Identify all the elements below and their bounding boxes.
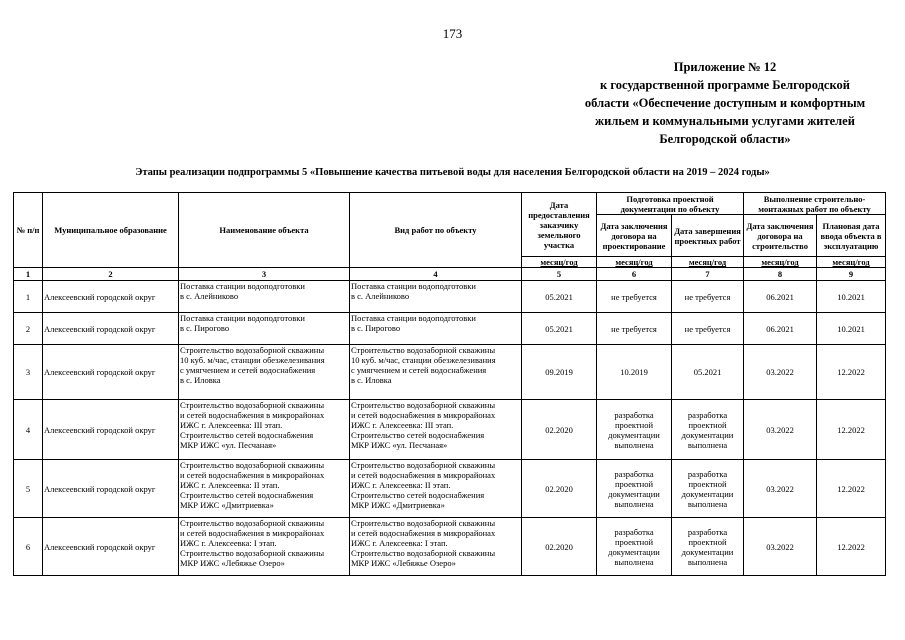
column-number: 8 — [744, 268, 817, 281]
row-construction-contract: 06.2021 — [744, 281, 817, 313]
row-design-complete: разработка проектной документации выполнена — [672, 400, 744, 460]
unit-label: месяц/год — [744, 257, 817, 268]
unit-label: месяц/год — [522, 257, 597, 268]
header-commissioning: Плановая дата ввода объекта в эксплуатацию — [817, 215, 886, 257]
row-land-date: 05.2021 — [522, 313, 597, 345]
row-municipality: Алексеевский городской округ — [43, 313, 179, 345]
header-construction-contract: Дата заключения договора на строительство — [744, 215, 817, 257]
row-object-name: Строительство водозаборной скважины и сетей водоснабжения в микрорайонах ИЖС г. Алексеевка: II этап. Строительство сетей водоснабжения МКР ИЖС «Дмитриевка» — [179, 460, 350, 518]
column-number: 5 — [522, 268, 597, 281]
page-number: 173 — [442, 26, 463, 41]
row-design-contract: 10.2019 — [597, 345, 672, 400]
row-design-complete: 05.2021 — [672, 345, 744, 400]
table-row — [14, 460, 886, 518]
row-land-date: 02.2020 — [522, 460, 597, 518]
column-number: 6 — [597, 268, 672, 281]
row-work-type: Поставка станции водоподготовки в с. Алейниково — [350, 281, 522, 313]
row-municipality: Алексеевский городской округ — [43, 281, 179, 313]
row-work-type: Строительство водозаборной скважины и сетей водоснабжения в микрорайонах ИЖС г. Алексеевка: II этап. Строительство сетей водоснабжения МКР ИЖС «Дмитриевка» — [350, 460, 522, 518]
row-commissioning: 12.2022 — [817, 400, 886, 460]
column-number: 7 — [672, 268, 744, 281]
appendix-line: к государственной программе Белгородской — [600, 78, 850, 92]
appendix-header — [565, 58, 885, 148]
row-construction-contract: 03.2022 — [744, 518, 817, 576]
row-design-complete: разработка проектной документации выполнена — [672, 460, 744, 518]
row-object-name: Строительство водозаборной скважины и сетей водоснабжения в микрорайонах ИЖС г. Алексеевка: I этап. Строительство водозаборной скважины МКР ИЖС «Лебяжье Озеро» — [179, 518, 350, 576]
row-land-date: 02.2020 — [522, 400, 597, 460]
table-row — [14, 281, 886, 313]
row-land-date: 02.2020 — [522, 518, 597, 576]
stages-table — [13, 192, 886, 576]
row-num: 2 — [14, 313, 43, 345]
row-object-name: Поставка станции водоподготовки в с. Алейниково — [179, 281, 350, 313]
row-work-type: Строительство водозаборной скважины и сетей водоснабжения в микрорайонах ИЖС г. Алексеевка: I этап. Строительство водозаборной скважины МКР ИЖС «Лебяжье Озеро» — [350, 518, 522, 576]
row-work-type: Строительство водозаборной скважины и сетей водоснабжения в микрорайонах ИЖС г. Алексеевка: III этап. Строительство сетей водоснабжения МКР ИЖС «ул. Песчаная» — [350, 400, 522, 460]
row-land-date: 09.2019 — [522, 345, 597, 400]
row-num: 4 — [14, 400, 43, 460]
unit-label: месяц/год — [597, 257, 672, 268]
appendix-line: жильем и коммунальными услугами жителей — [595, 114, 855, 128]
appendix-title: Приложение № 12 — [673, 60, 777, 74]
row-num: 5 — [14, 460, 43, 518]
row-work-type: Поставка станции водоподготовки в с. Пирогово — [350, 313, 522, 345]
row-work-type: Строительство водозаборной скважины 10 куб. м/час, станции обезжелезивания с умягчением и сетей водоснабжения в с. Иловка — [350, 345, 522, 400]
row-design-complete: не требуется — [672, 281, 744, 313]
row-design-complete: разработка проектной документации выполнена — [672, 518, 744, 576]
row-num: 1 — [14, 281, 43, 313]
row-design-contract: не требуется — [597, 313, 672, 345]
header-land-date: Дата предоставления заказчику земельного участка — [522, 193, 597, 257]
header-design-contract: Дата заключения договора на проектирование — [597, 215, 672, 257]
header-num: № п/п — [14, 193, 43, 268]
row-design-contract: разработка проектной документации выполнена — [597, 460, 672, 518]
row-construction-contract: 03.2022 — [744, 460, 817, 518]
row-num: 6 — [14, 518, 43, 576]
appendix-line: области «Обеспечение доступным и комфортным — [584, 96, 866, 110]
row-construction-contract: 03.2022 — [744, 400, 817, 460]
row-object-name: Строительство водозаборной скважины 10 куб. м/час, станции обезжелезивания с умягчением и сетей водоснабжения в с. Иловка — [179, 345, 350, 400]
row-municipality: Алексеевский городской округ — [43, 460, 179, 518]
row-commissioning: 10.2021 — [817, 313, 886, 345]
header-work-type: Вид работ по объекту — [350, 193, 522, 268]
column-number: 1 — [14, 268, 43, 281]
header-municipality: Муниципальное образование — [43, 193, 179, 268]
column-number: 2 — [43, 268, 179, 281]
header-construction-group: Выполнение строительно-монтажных работ по объекту — [744, 193, 886, 215]
appendix-line: Белгородской области» — [659, 132, 791, 146]
row-design-contract: разработка проектной документации выполнена — [597, 518, 672, 576]
table-row — [14, 518, 886, 576]
row-construction-contract: 06.2021 — [744, 313, 817, 345]
column-number: 4 — [350, 268, 522, 281]
row-municipality: Алексеевский городской округ — [43, 518, 179, 576]
row-municipality: Алексеевский городской округ — [43, 345, 179, 400]
row-commissioning: 12.2022 — [817, 460, 886, 518]
table-row — [14, 400, 886, 460]
row-design-contract: не требуется — [597, 281, 672, 313]
table-title: Этапы реализации подпрограммы 5 «Повышение качества питьевой воды для населения Белгородской области на 2019 – 2024 годы» — [135, 167, 770, 178]
row-object-name: Строительство водозаборной скважины и сетей водоснабжения в микрорайонах ИЖС г. Алексеевка: III этап. Строительство сетей водоснабжения МКР ИЖС «ул. Песчаная» — [179, 400, 350, 460]
row-municipality: Алексеевский городской округ — [43, 400, 179, 460]
column-number: 3 — [179, 268, 350, 281]
header-object-name: Наименование объекта — [179, 193, 350, 268]
row-commissioning: 12.2022 — [817, 345, 886, 400]
header-design-complete: Дата завершения проектных работ — [672, 215, 744, 257]
row-design-contract: разработка проектной документации выполнена — [597, 400, 672, 460]
unit-label: месяц/год — [817, 257, 886, 268]
row-design-complete: не требуется — [672, 313, 744, 345]
row-object-name: Поставка станции водоподготовки в с. Пирогово — [179, 313, 350, 345]
table-row — [14, 345, 886, 400]
row-commissioning: 12.2022 — [817, 518, 886, 576]
row-land-date: 05.2021 — [522, 281, 597, 313]
unit-label: месяц/год — [672, 257, 744, 268]
header-design-group: Подготовка проектной документации по объекту — [597, 193, 744, 215]
table-row — [14, 313, 886, 345]
row-commissioning: 10.2021 — [817, 281, 886, 313]
row-num: 3 — [14, 345, 43, 400]
column-number: 9 — [817, 268, 886, 281]
row-construction-contract: 03.2022 — [744, 345, 817, 400]
